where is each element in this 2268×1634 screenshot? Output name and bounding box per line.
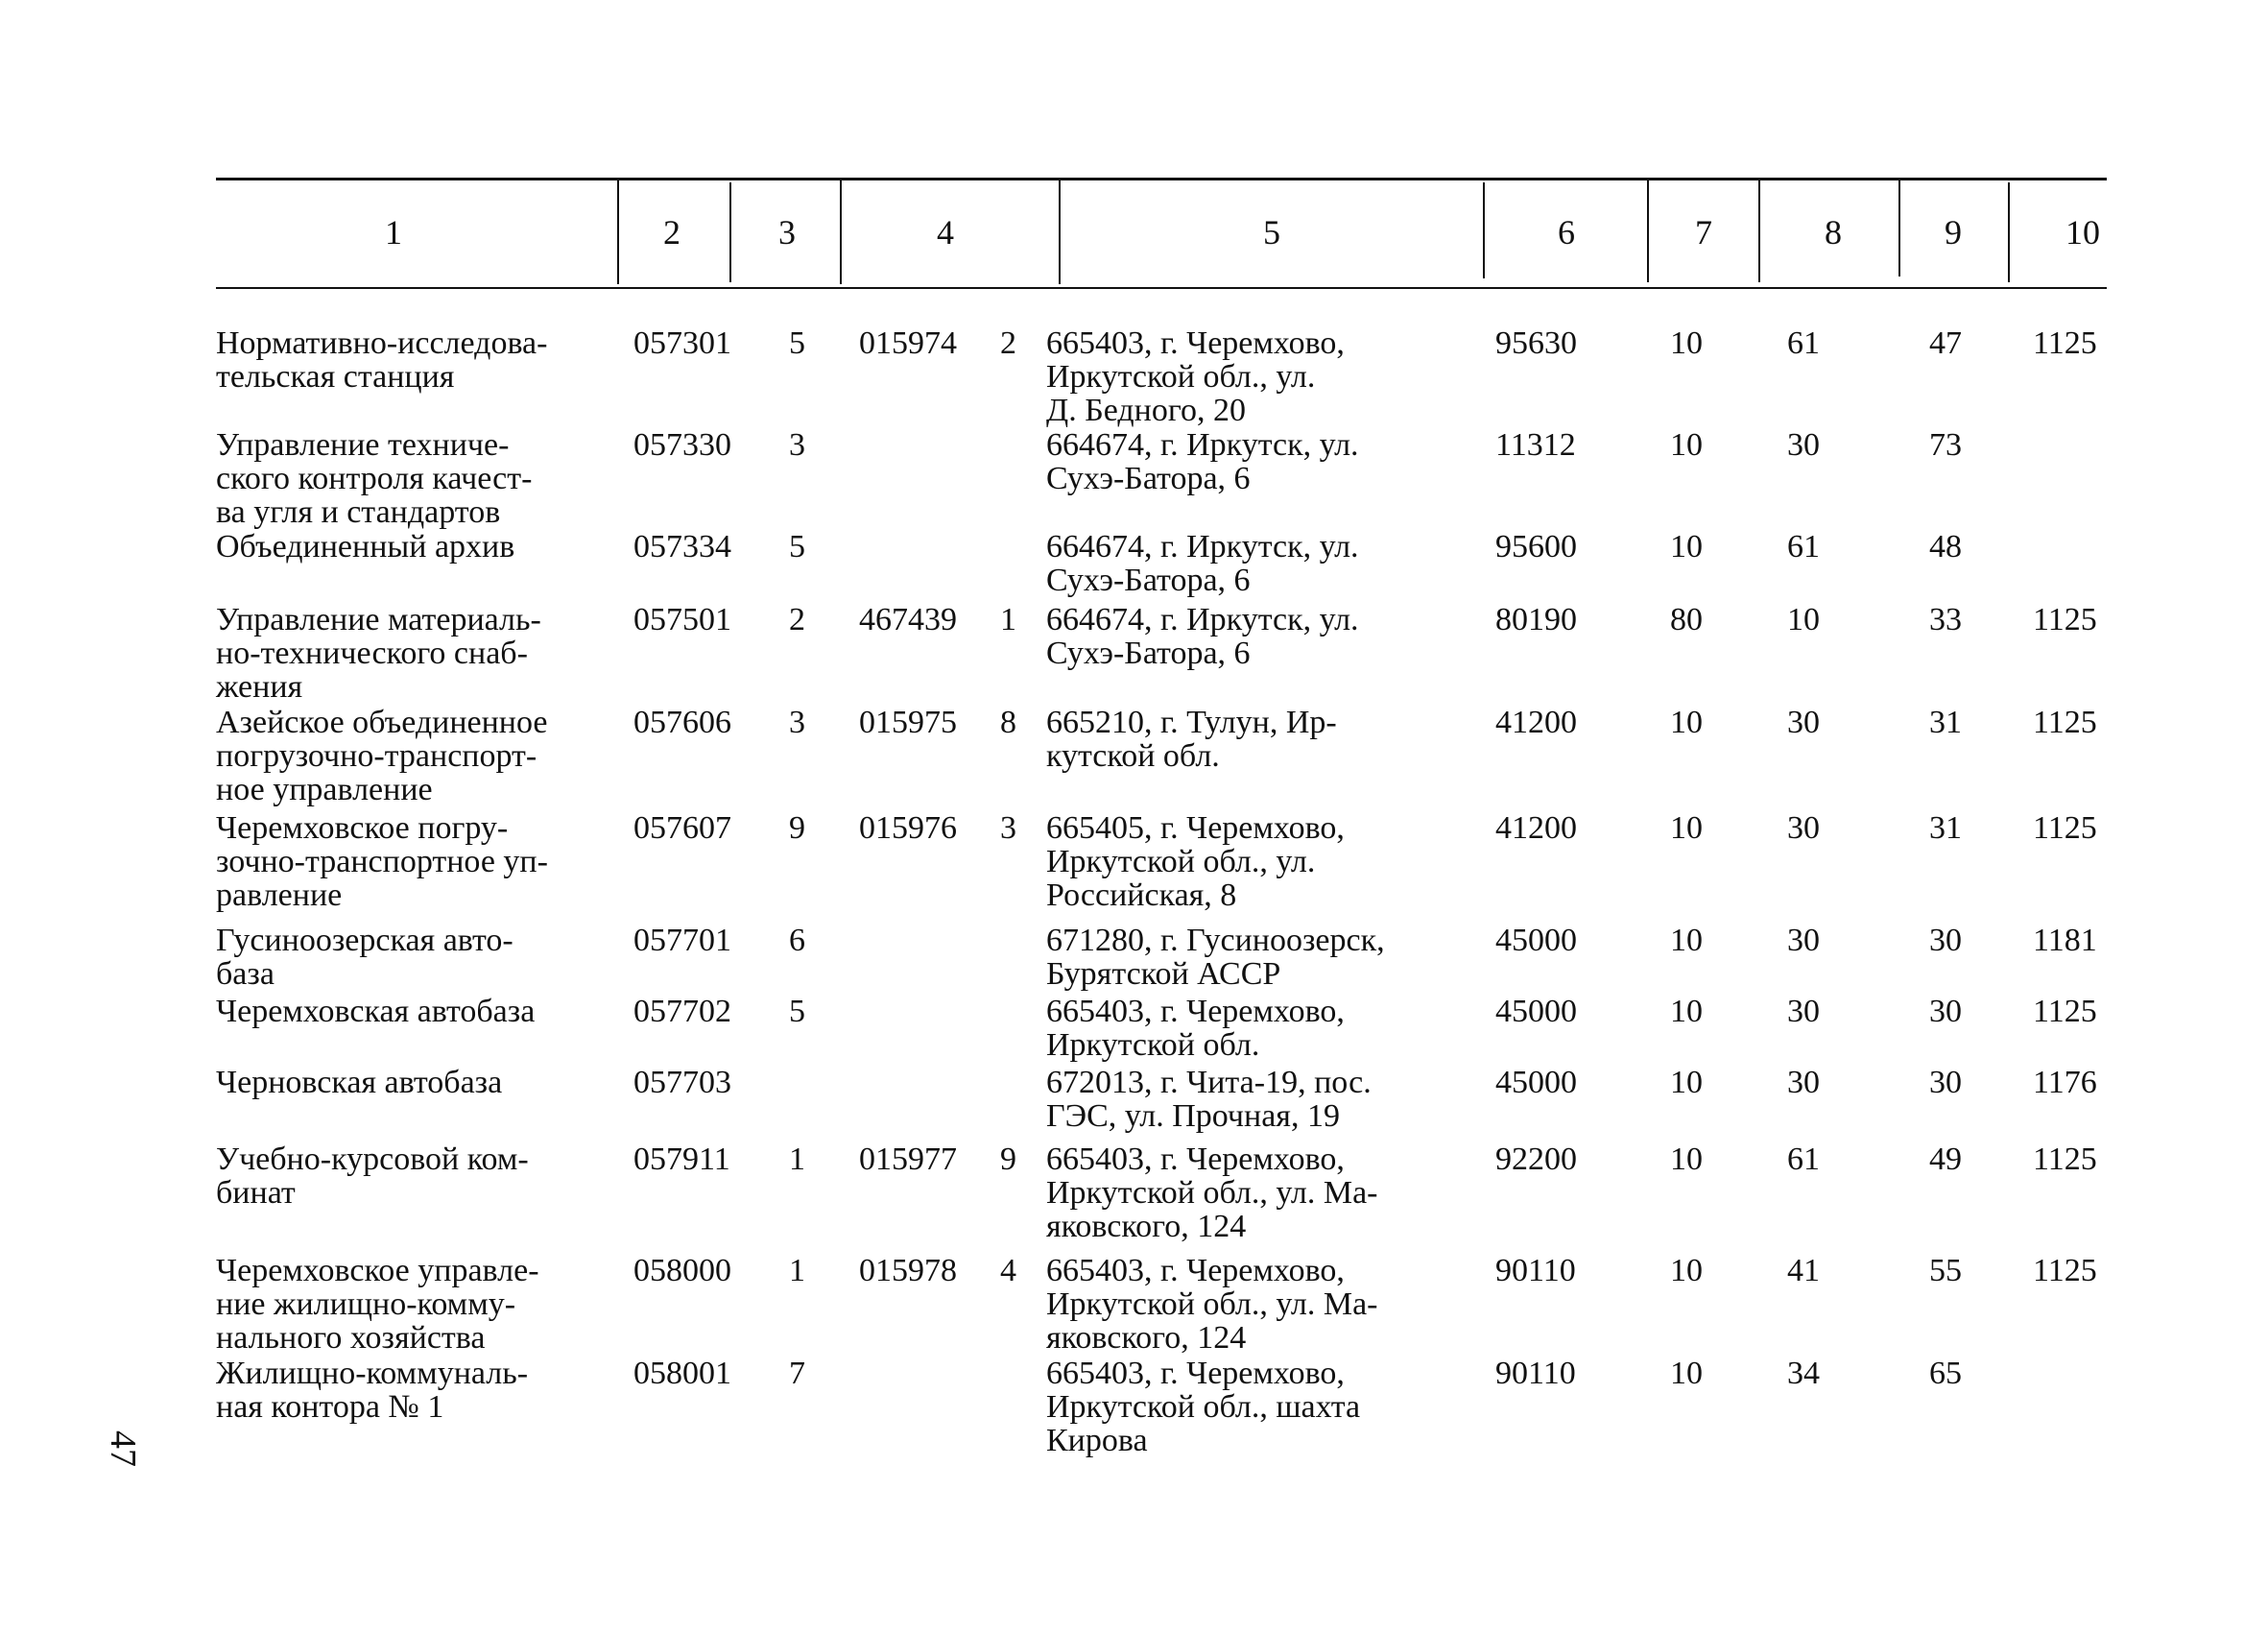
header-separator — [617, 180, 619, 284]
code-col8: 30 — [1787, 994, 1820, 1029]
code-col8: 61 — [1787, 1141, 1820, 1177]
code-col9: 31 — [1929, 705, 1962, 740]
code-col3: 5 — [789, 994, 805, 1029]
code-col10: 1125 — [2033, 325, 2097, 361]
code-col8: 30 — [1787, 1065, 1820, 1100]
code-col2: 057911 — [633, 1141, 730, 1177]
code-col9: 31 — [1929, 810, 1962, 846]
code-col7: 10 — [1670, 1356, 1703, 1391]
code-col4-check: 4 — [1000, 1253, 1016, 1288]
code-col9: 30 — [1929, 923, 1962, 958]
code-col2: 057701 — [633, 923, 731, 958]
code-col3: 1 — [789, 1141, 805, 1177]
code-col10: 1125 — [2033, 1141, 2097, 1177]
code-col8: 30 — [1787, 705, 1820, 740]
code-col4-check: 8 — [1000, 705, 1016, 740]
code-col2: 057702 — [633, 994, 731, 1029]
org-name: Объединенный архив — [216, 529, 515, 565]
address: 665403, г. Черемхово, Иркутской обл., ул. Д. Бедного, 20 — [1046, 325, 1345, 428]
code-col4: 015977 — [859, 1141, 957, 1177]
column-header-2: 2 — [663, 213, 680, 252]
column-header-10: 10 — [2065, 213, 2100, 252]
code-col3: 5 — [789, 325, 805, 361]
code-col9: 65 — [1929, 1356, 1962, 1391]
code-col8: 10 — [1787, 602, 1820, 637]
org-name: Жилищно-коммуналь- ная контора № 1 — [216, 1356, 529, 1425]
code-col9: 48 — [1929, 529, 1962, 565]
address: 672013, г. Чита-19, пос. ГЭС, ул. Прочная, 19 — [1046, 1065, 1372, 1134]
code-col9: 33 — [1929, 602, 1962, 637]
code-col3: 1 — [789, 1253, 805, 1288]
code-col9: 73 — [1929, 427, 1962, 463]
code-col4: 015975 — [859, 705, 957, 740]
code-col6: 41200 — [1495, 705, 1577, 740]
code-col2: 057703 — [633, 1065, 731, 1100]
code-col6: 45000 — [1495, 923, 1577, 958]
code-col4-check: 1 — [1000, 602, 1016, 637]
org-name: Черемховская автобаза — [216, 994, 536, 1029]
code-col10: 1125 — [2033, 602, 2097, 637]
code-col2: 057334 — [633, 529, 731, 565]
code-col4: 015976 — [859, 810, 957, 846]
code-col3: 5 — [789, 529, 805, 565]
code-col3: 3 — [789, 705, 805, 740]
code-col6: 11312 — [1495, 427, 1576, 463]
code-col6: 95630 — [1495, 325, 1577, 361]
code-col6: 95600 — [1495, 529, 1577, 565]
address: 665403, г. Черемхово, Иркутской обл., ул. Ма- яковского, 124 — [1046, 1253, 1378, 1356]
code-col9: 30 — [1929, 994, 1962, 1029]
code-col9: 47 — [1929, 325, 1962, 361]
code-col4: 015974 — [859, 325, 957, 361]
code-col2: 057501 — [633, 602, 731, 637]
org-name: Управление техниче- ского контроля качест- ва угля и стандартов — [216, 427, 533, 530]
code-col2: 057330 — [633, 427, 731, 463]
code-col2: 057607 — [633, 810, 731, 846]
code-col10: 1176 — [2033, 1065, 2097, 1100]
code-col7: 10 — [1670, 923, 1703, 958]
code-col8: 41 — [1787, 1253, 1820, 1288]
code-col7: 10 — [1670, 529, 1703, 565]
header-top-rule — [216, 178, 2107, 180]
code-col8: 30 — [1787, 810, 1820, 846]
code-col7: 10 — [1670, 1253, 1703, 1288]
org-name: Учебно-курсовой ком- бинат — [216, 1141, 529, 1211]
column-header-8: 8 — [1825, 213, 1842, 252]
code-col7: 10 — [1670, 810, 1703, 846]
header-separator — [840, 180, 842, 284]
code-col2: 058001 — [633, 1356, 731, 1391]
code-col4: 015978 — [859, 1253, 957, 1288]
code-col7: 10 — [1670, 1065, 1703, 1100]
address: 665403, г. Черемхово, Иркутской обл., шахта Кирова — [1046, 1356, 1361, 1458]
header-separator — [1483, 182, 1485, 278]
org-name: Черемховское погру- зочно-транспортное уп- равление — [216, 810, 548, 913]
code-col7: 10 — [1670, 325, 1703, 361]
column-header-1: 1 — [385, 213, 402, 252]
code-col10: 1125 — [2033, 994, 2097, 1029]
code-col7: 80 — [1670, 602, 1703, 637]
code-col4-check: 3 — [1000, 810, 1016, 846]
org-name: Черемховское управле- ние жилищно-комму- нального хозяйства — [216, 1253, 539, 1356]
code-col9: 55 — [1929, 1253, 1962, 1288]
code-col2: 057301 — [633, 325, 731, 361]
org-name: Нормативно-исследова- тельская станция — [216, 325, 548, 395]
code-col10: 1125 — [2033, 1253, 2097, 1288]
code-col7: 10 — [1670, 1141, 1703, 1177]
code-col9: 30 — [1929, 1065, 1962, 1100]
code-col2: 058000 — [633, 1253, 731, 1288]
code-col8: 61 — [1787, 529, 1820, 565]
address: 665405, г. Черемхово, Иркутской обл., ул. Российская, 8 — [1046, 810, 1345, 913]
code-col7: 10 — [1670, 427, 1703, 463]
code-col8: 61 — [1787, 325, 1820, 361]
address: 665210, г. Тулун, Ир- кутской обл. — [1046, 705, 1337, 774]
page-number: 47 — [103, 1430, 143, 1467]
code-col6: 90110 — [1495, 1356, 1576, 1391]
code-col3: 9 — [789, 810, 805, 846]
org-name: Гусиноозерская авто- база — [216, 923, 513, 992]
header-separator — [1647, 180, 1649, 282]
header-separator — [1898, 180, 1900, 276]
code-col3: 6 — [789, 923, 805, 958]
code-col3: 7 — [789, 1356, 805, 1391]
header-separator — [2008, 182, 2010, 282]
address: 665403, г. Черемхово, Иркутской обл. — [1046, 994, 1345, 1063]
header-separator — [1059, 180, 1061, 284]
column-header-5: 5 — [1263, 213, 1280, 252]
code-col4-check: 9 — [1000, 1141, 1016, 1177]
code-col6: 45000 — [1495, 994, 1577, 1029]
code-col8: 34 — [1787, 1356, 1820, 1391]
org-name: Управление материаль- но-технического снаб- жения — [216, 602, 541, 705]
code-col2: 057606 — [633, 705, 731, 740]
code-col10: 1181 — [2033, 923, 2097, 958]
code-col3: 3 — [789, 427, 805, 463]
code-col7: 10 — [1670, 994, 1703, 1029]
code-col6: 80190 — [1495, 602, 1577, 637]
code-col4-check: 2 — [1000, 325, 1016, 361]
code-col7: 10 — [1670, 705, 1703, 740]
header-separator — [1758, 180, 1760, 282]
code-col10: 1125 — [2033, 705, 2097, 740]
code-col10: 1125 — [2033, 810, 2097, 846]
address: 664674, г. Иркутск, ул. Сухэ-Батора, 6 — [1046, 529, 1359, 598]
org-name: Черновская автобаза — [216, 1065, 503, 1100]
column-header-6: 6 — [1558, 213, 1575, 252]
code-col6: 90110 — [1495, 1253, 1576, 1288]
code-col9: 49 — [1929, 1141, 1962, 1177]
address: 665403, г. Черемхово, Иркутской обл., ул. Ма- яковского, 124 — [1046, 1141, 1378, 1244]
code-col4: 467439 — [859, 602, 957, 637]
column-header-3: 3 — [778, 213, 796, 252]
column-header-7: 7 — [1695, 213, 1712, 252]
code-col6: 92200 — [1495, 1141, 1577, 1177]
header-bottom-rule — [216, 287, 2107, 289]
code-col6: 45000 — [1495, 1065, 1577, 1100]
code-col8: 30 — [1787, 923, 1820, 958]
column-header-9: 9 — [1945, 213, 1962, 252]
code-col8: 30 — [1787, 427, 1820, 463]
address: 671280, г. Гусиноозерск, Бурятской АССР — [1046, 923, 1385, 992]
code-col6: 41200 — [1495, 810, 1577, 846]
address: 664674, г. Иркутск, ул. Сухэ-Батора, 6 — [1046, 602, 1359, 671]
header-separator — [729, 182, 731, 282]
column-header-4: 4 — [937, 213, 954, 252]
code-col3: 2 — [789, 602, 805, 637]
address: 664674, г. Иркутск, ул. Сухэ-Батора, 6 — [1046, 427, 1359, 496]
org-name: Азейское объединенное погрузочно-транспорт- ное управление — [216, 705, 548, 807]
